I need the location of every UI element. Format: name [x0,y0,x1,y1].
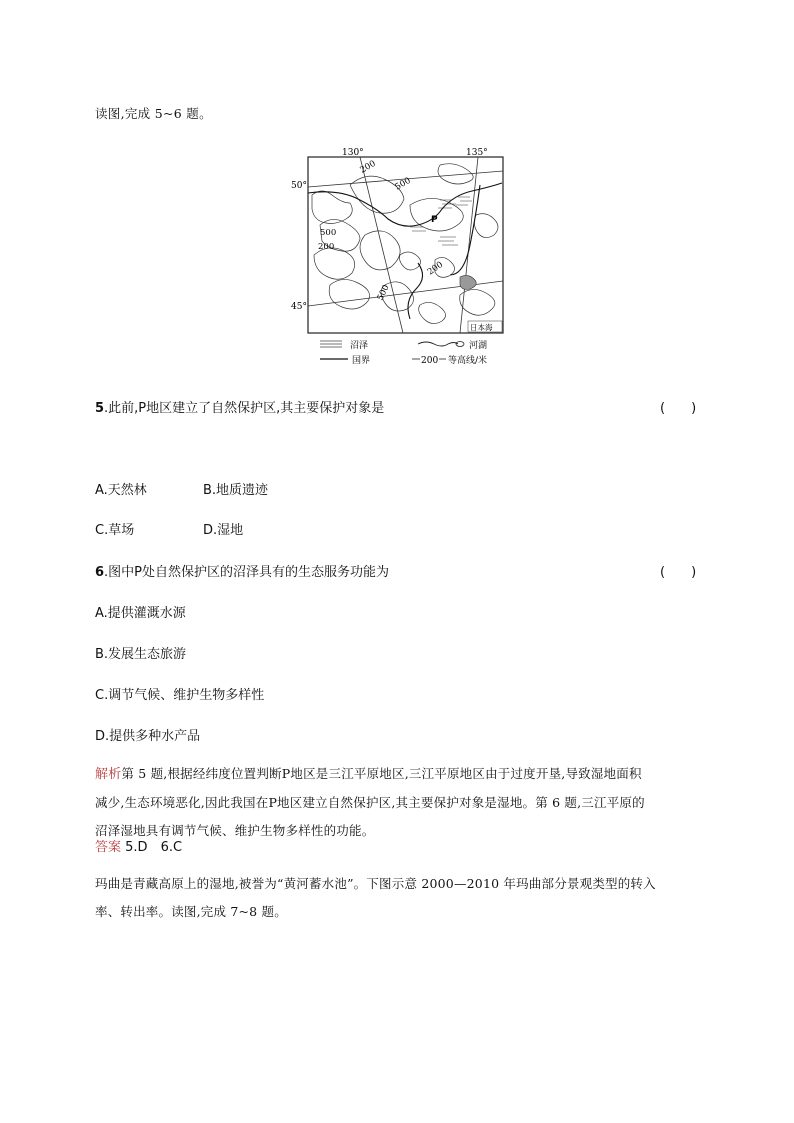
legend-river-label: 河湖 [469,341,488,351]
lat-label-50: 50° [291,181,307,191]
svg-text:500: 500 [320,228,337,238]
q5-option-d: D.湿地 [203,523,244,538]
question-6-answer-paren: ( ) [660,565,697,580]
legend-lake-symbol [456,342,464,347]
question-6-text: .图中P处自然保护区的沼泽具有的生态服务功能为 [104,565,390,580]
q6-option-a: A.提供灌溉水源 [95,606,186,621]
answer-label: 答案 [95,840,122,855]
answer-text: 5.D 6.C [125,840,183,855]
question-6 [95,561,389,580]
q6-option-b: B.发展生态旅游 [95,647,187,662]
map-legend [320,339,487,366]
question-5 [95,397,384,416]
q5-option-c: C.草场 [95,523,135,538]
legend-marsh-symbol [320,341,342,347]
answer [95,836,182,855]
legend-contour-value: 200 [421,356,439,366]
question-5-answer-paren: ( ) [660,401,697,416]
svg-text:200: 200 [318,242,335,252]
question-5-number: 5 [95,401,105,416]
question-6-number: 6 [95,565,105,580]
legend-river-symbol [418,342,458,346]
map-figure [290,145,530,370]
explanation-label: 解析 [95,767,122,782]
explanation-line-3: 沼泽湿地具有调节气候、维护生物多样性的功能。 [95,823,375,838]
q5-option-b: B.地质遗迹 [203,483,269,498]
legend-marsh-label: 沼泽 [350,341,369,351]
svg-text:500: 500 [375,283,392,303]
explanation-line-2: 减少,生态环境恶化,因此我国在P地区建立自然保护区,其主要保护对象是湿地。第 6 题,三江平原的 [95,795,645,810]
legend-contour-label: 等高线/米 [448,356,488,366]
intro-7-8-line-1: 玛曲是青藏高原上的湿地,被誉为“黄河蓄水池”。下图示意 2000—2010 年玛曲部分景观类型的转入 [95,876,656,891]
sea-label: 日本海 [470,323,493,332]
intro-7-8 [95,870,697,926]
lon-label-135: 135° [466,148,488,158]
explanation [95,760,697,845]
lat-label-45: 45° [291,302,307,312]
svg-text:500: 500 [393,175,413,193]
svg-text:200: 200 [358,158,378,176]
intro-text: 读图,完成 5~6 题。 [95,106,212,121]
q6-option-c: C.调节气候、维护生物多样性 [95,688,265,703]
q6-option-d: D.提供多种水产品 [95,729,201,744]
intro-7-8-line-2: 率、转出率。读图,完成 7~8 题。 [95,904,287,919]
legend-border-label: 国界 [352,356,371,366]
svg-text:200: 200 [425,259,446,278]
lon-label-130: 130° [342,148,364,158]
question-5-text: .此前,P地区建立了自然保护区,其主要保护对象是 [104,401,385,416]
q5-option-a: A.天然林 [95,483,147,498]
point-p-label: P [431,215,438,225]
explanation-line-1: 解析第 5 题,根据经纬度位置判断P地区是三江平原地区,三江平原地区由于过度开垦,导致湿地面积 [95,766,642,782]
